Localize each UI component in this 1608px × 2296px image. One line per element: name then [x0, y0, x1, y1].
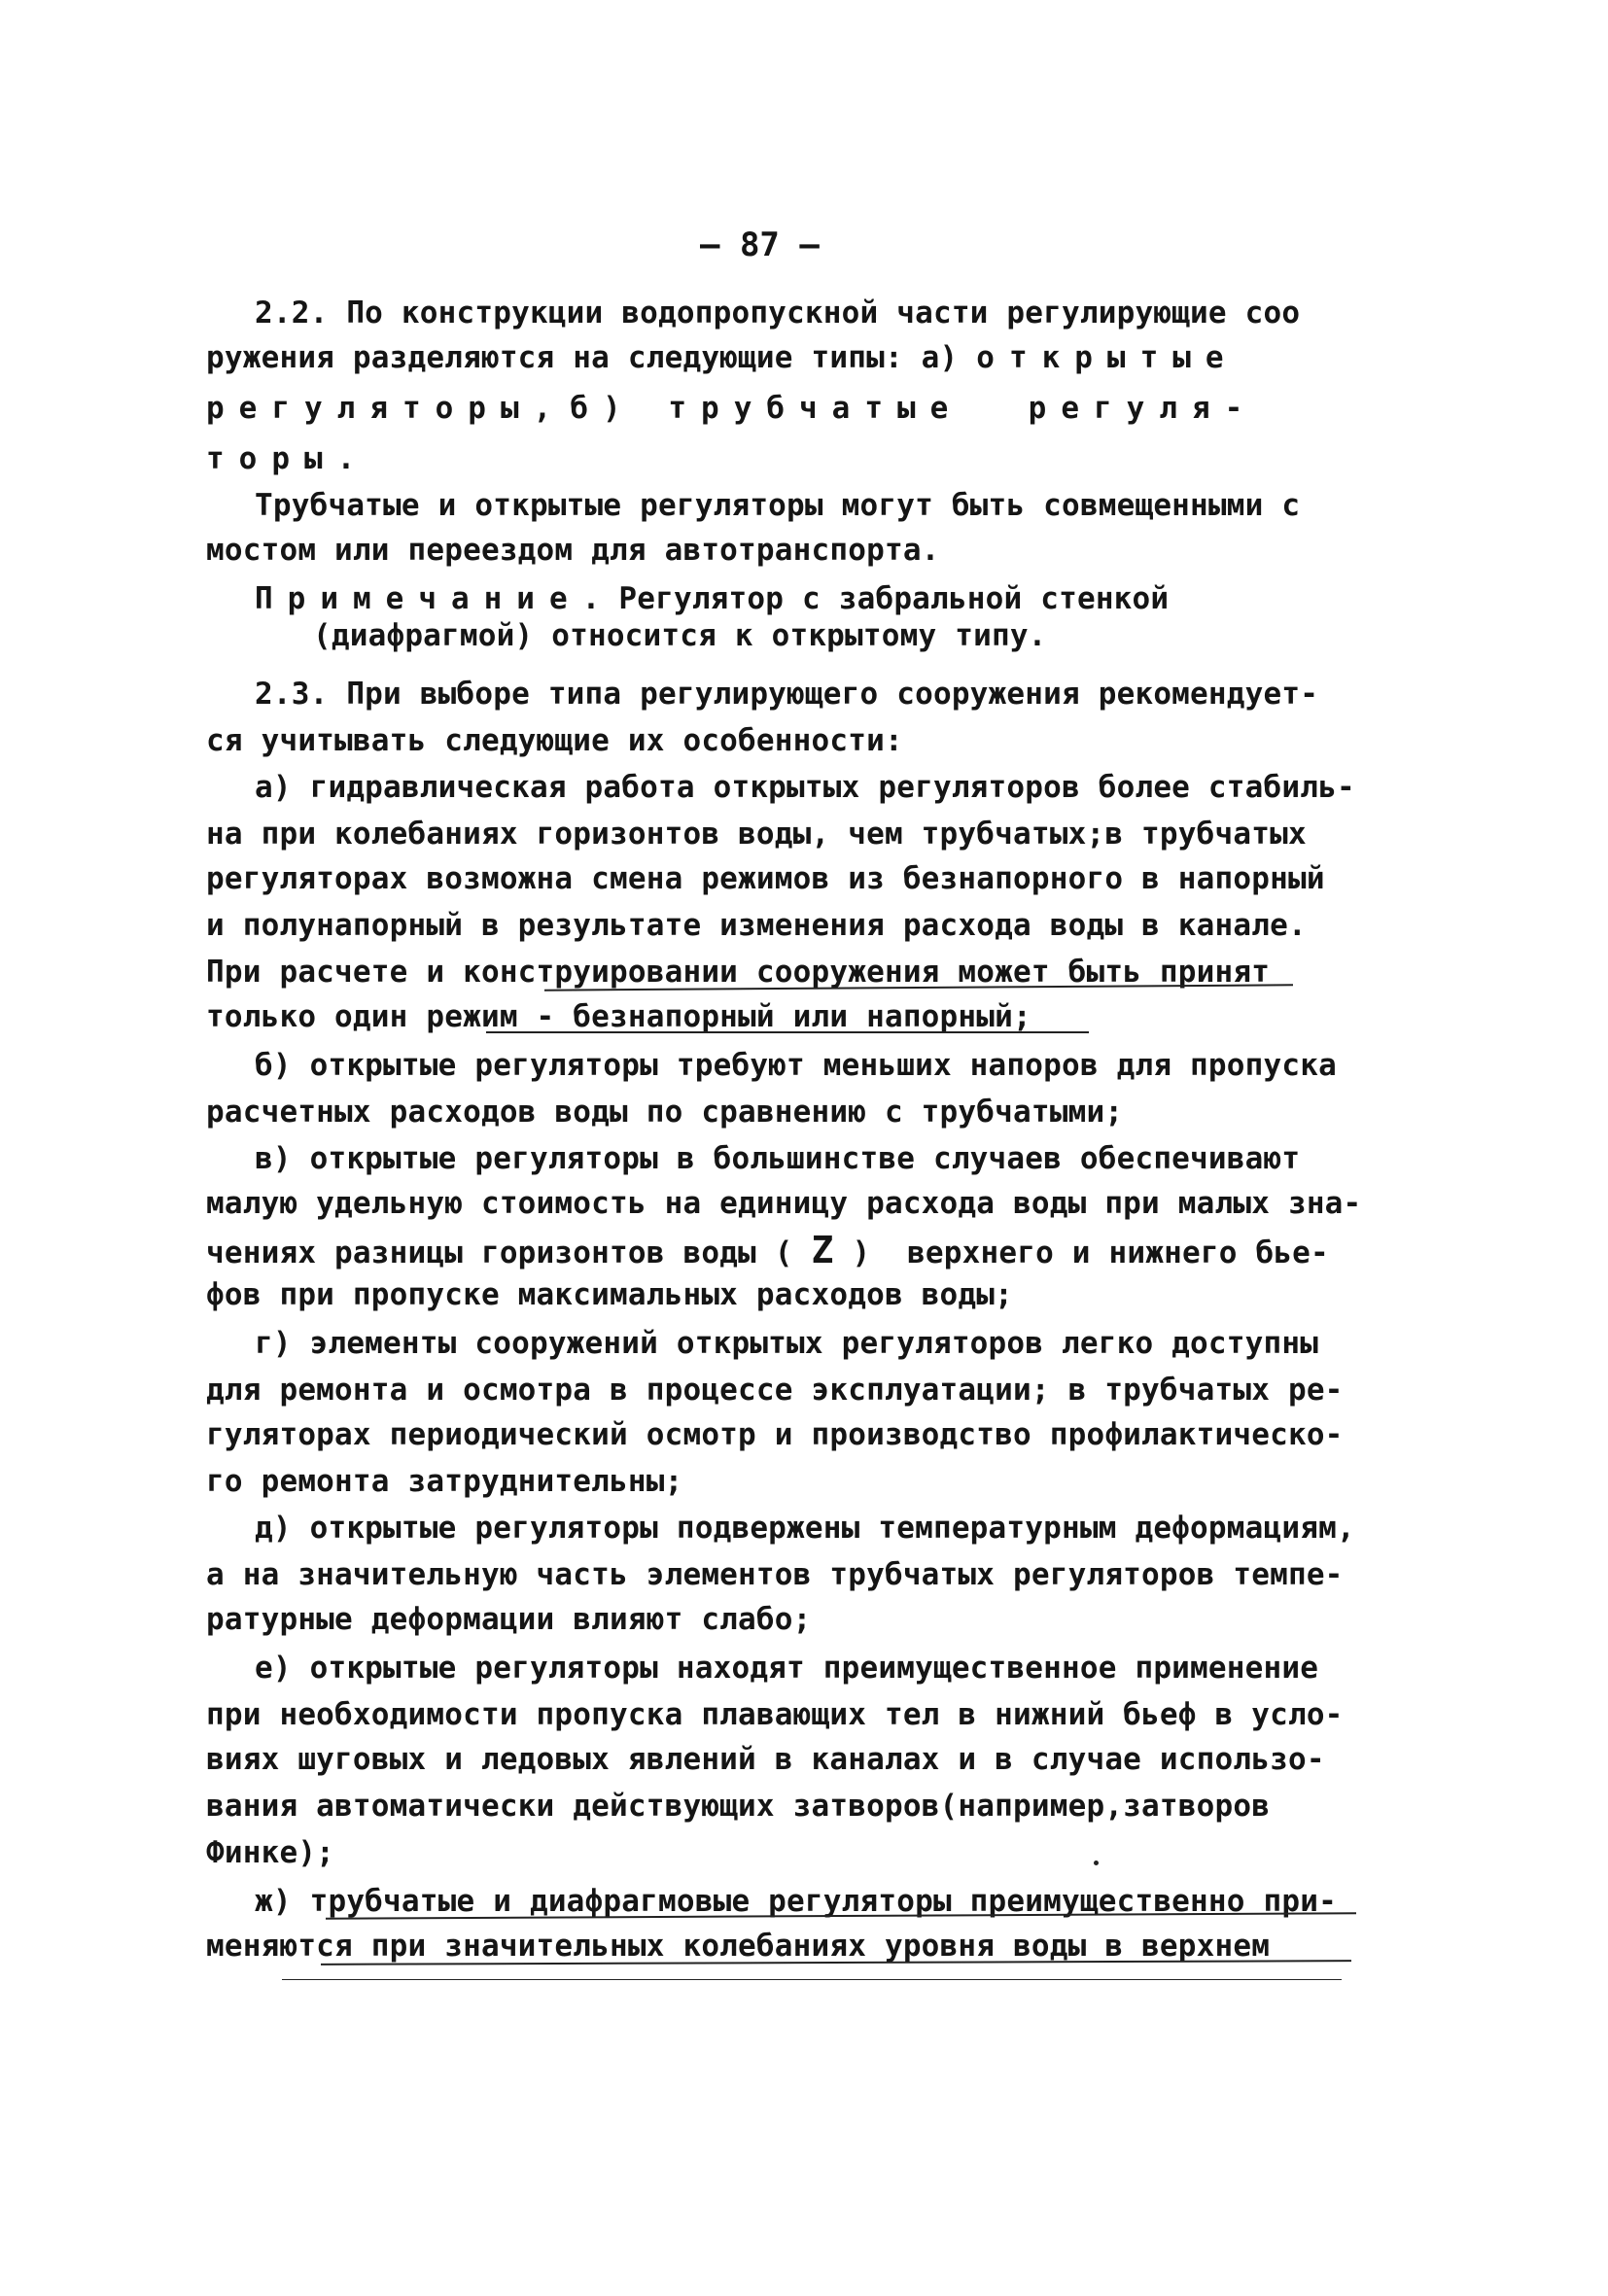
- item-v-line-3: [206, 1231, 1329, 1272]
- note-line-1: [255, 579, 1169, 618]
- underline-a6: [486, 1031, 1089, 1033]
- item-v-line-1: в) открытые регуляторы в большинстве случаев обеспечивают: [255, 1141, 1301, 1176]
- item-a-line-3: регуляторах возможна смена режимов из безнапорного в напорный: [206, 861, 1325, 896]
- item-a-line-2: на при колебаниях горизонтов воды, чем трубчатых;в трубчатых: [206, 817, 1307, 852]
- item-zh-line-2: меняются при значительных колебаниях уровня воды в верхнем: [206, 1929, 1271, 1964]
- item-v-line-4: фов при пропуске максимальных расходов воды;: [206, 1277, 1013, 1312]
- item-d-line-2: а на значительную часть элементов трубчатых регуляторов темпе-: [206, 1557, 1344, 1592]
- s22-line-4: [206, 439, 356, 478]
- item-e-line-4: вания автоматически действующих затворов(например,затворов: [206, 1789, 1271, 1824]
- underline-zh2-extra: [282, 1979, 1342, 1980]
- item-a-line-1: а) гидравлическая работа открытых регуляторов более стабиль-: [255, 770, 1355, 805]
- s22-line-3-sep: ,: [533, 391, 571, 426]
- item-b-line-2: расчетных расходов воды по сравнению с трубчатыми;: [206, 1095, 1124, 1130]
- item-a-line-4: и полунапорный в результате изменения расхода воды в канале.: [206, 908, 1307, 943]
- item-v-line-3b: ) верхнего и нижнего бье-: [833, 1235, 1329, 1270]
- s23-line-2: ся учитывать следующие их особенности:: [206, 723, 903, 758]
- item-a-line-5: При расчете и конструировании сооружения может быть принят: [206, 955, 1271, 990]
- s22-line-4-end: .: [336, 441, 356, 476]
- note-text: . Регулятор с забральной стенкой: [581, 581, 1170, 616]
- item-d-line-3: ратурные деформации влияют слабо;: [206, 1602, 812, 1637]
- item-d-line-1: д) открытые регуляторы подвержены температурным деформациям,: [255, 1511, 1355, 1546]
- item-zh-line-1: ж) трубчатые и диафрагмовые регуляторы преимущественно при-: [255, 1884, 1337, 1919]
- item-a-line-6: только один режим - безнапорный или напорный;: [206, 999, 1031, 1034]
- note-line-2: (диафрагмой) относится к открытому типу.: [313, 618, 1047, 653]
- note-label: Примечание: [255, 581, 582, 616]
- item-e-line-1: е) открытые регуляторы находят преимущественное применение: [255, 1651, 1319, 1686]
- s22-para2-line-1: Трубчатые и открытые регуляторы могут быть совмещенными с: [255, 488, 1301, 523]
- s22-line-2: [206, 338, 1239, 377]
- item-e-line-5: Финке);: [206, 1835, 335, 1870]
- item-v-line-3a: чениях разницы горизонтов воды (: [206, 1235, 812, 1270]
- s23-line-1: 2.3. При выборе типа регулирующего сооружения рекомендует-: [255, 677, 1319, 712]
- item-e-line-2: при необходимости пропуска плавающих тел в нижний бьеф в усло-: [206, 1697, 1344, 1732]
- item-g-line-3: гуляторах периодический осмотр и производство профилактическо-: [206, 1417, 1344, 1452]
- s22-para2-line-2: мостом или переездом для автотранспорта.: [206, 533, 940, 568]
- type-open-cont: регуляторы: [206, 391, 534, 426]
- item-b-line-1: б) открытые регуляторы требуют меньших напоров для пропуска: [255, 1048, 1337, 1083]
- s22-line-2a: ружения разделяются на следующие типы: а): [206, 340, 977, 375]
- type-tubular: б) трубчатые регуля-: [570, 391, 1258, 426]
- s22-line-1: 2.2. По конструкции водопропускной части регулирующие соо: [255, 296, 1301, 330]
- z-symbol: Z: [811, 1229, 834, 1271]
- s22-line-3: [206, 389, 1257, 428]
- item-e-line-3: виях шуговых и ледовых явлений в каналах и в случае использо-: [206, 1742, 1325, 1777]
- type-tubular-cont: торы: [206, 441, 337, 476]
- item-v-line-2: малую удельную стоимость на единицу расхода воды при малых зна-: [206, 1186, 1362, 1221]
- item-g-line-1: г) элементы сооружений открытых регуляторов легко доступны: [255, 1326, 1319, 1361]
- type-open: открытые: [976, 340, 1239, 375]
- item-g-line-2: для ремонта и осмотра в процессе эксплуатации; в трубчатых ре-: [206, 1373, 1344, 1408]
- page-number: — 87 —: [700, 226, 820, 264]
- ink-dot: [1094, 1861, 1099, 1865]
- item-g-line-4: го ремонта затруднительны;: [206, 1464, 683, 1499]
